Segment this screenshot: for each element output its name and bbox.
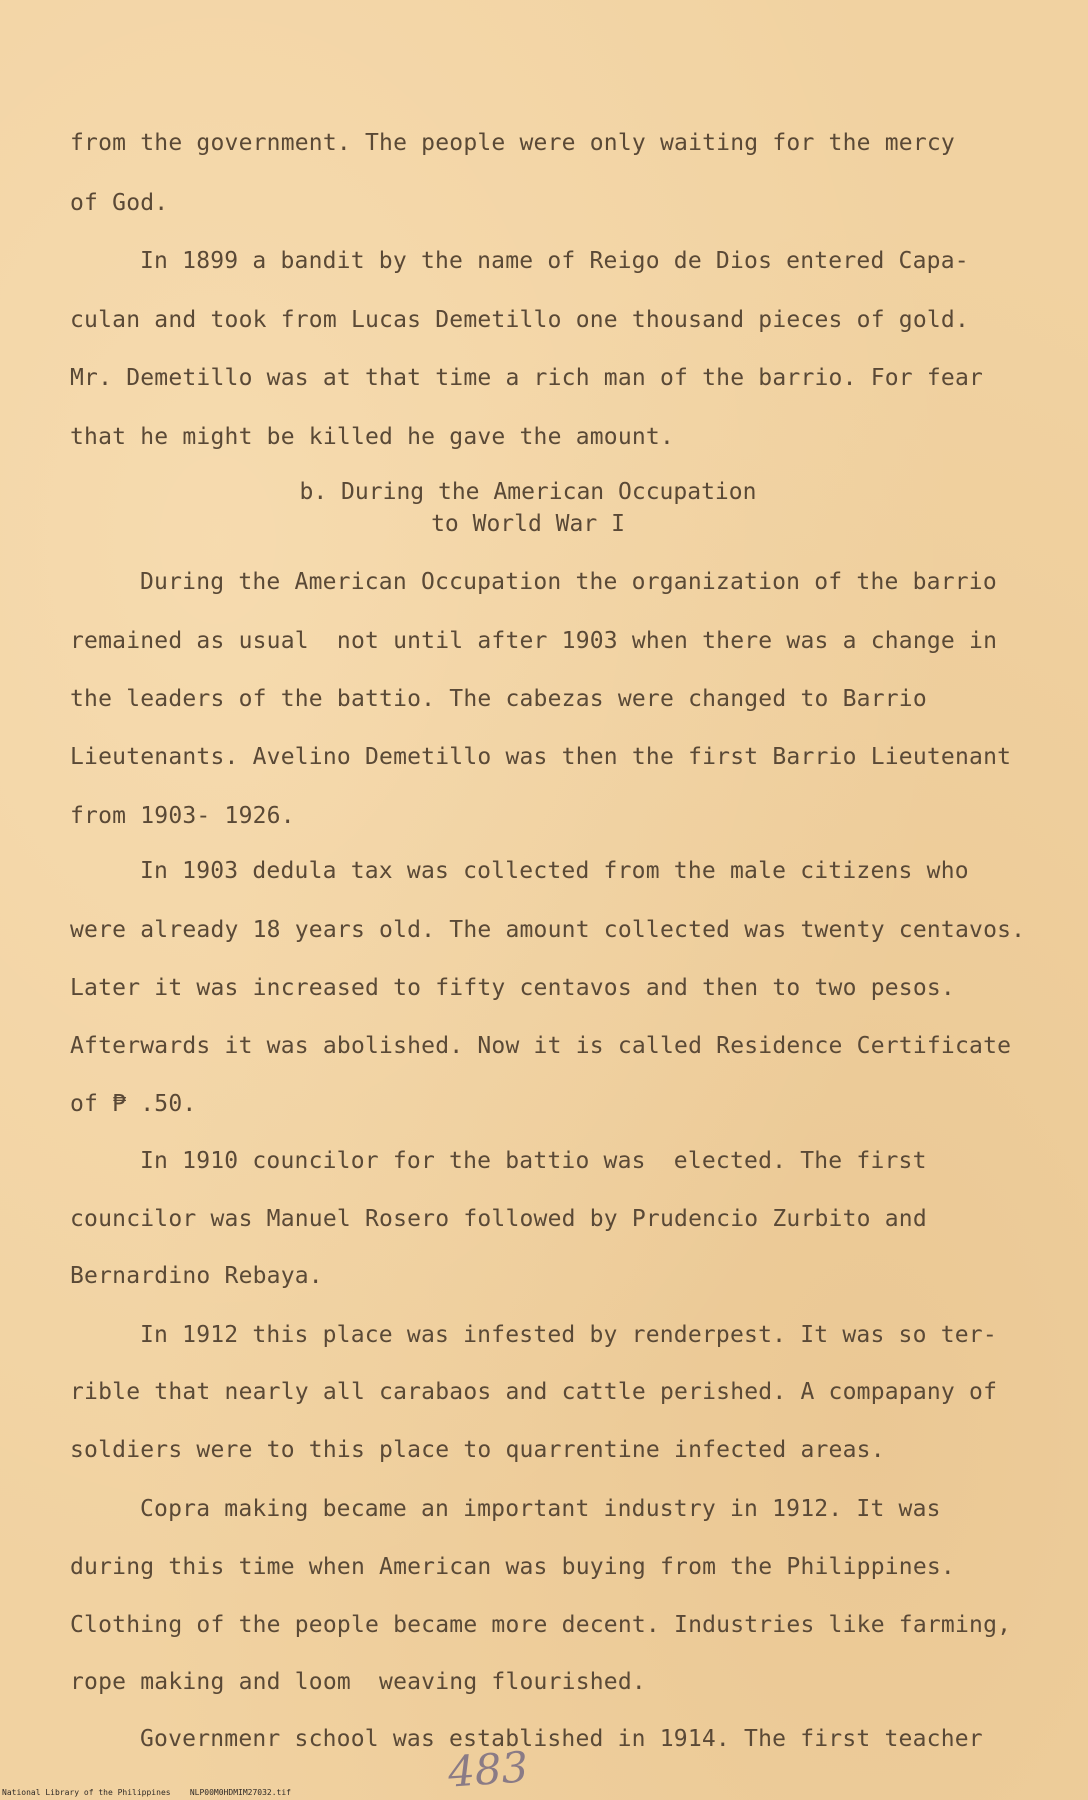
text-line: Clothing of the people became more decent. Industries like farming, [70, 1612, 1012, 1638]
text-line: of ₱ .50. [70, 1091, 197, 1117]
text-line: Copra making became an important industry in 1912. It was [140, 1496, 941, 1522]
text-line: Mr. Demetillo was at that time a rich man of the barrio. For fear [70, 365, 984, 391]
section-heading: to World War I [431, 511, 625, 537]
text-line: the leaders of the battio. The cabezas were changed to Barrio [70, 686, 927, 712]
text-line: In 1910 councilor for the battio was elected. The first [140, 1148, 927, 1174]
text-line: In 1899 a bandit by the name of Reigo de Dios entered Capa- [140, 248, 969, 274]
text-line: councilor was Manuel Rosero followed by Prudencio Zurbito and [70, 1206, 927, 1232]
text-line: that he might be killed he gave the amount. [70, 424, 675, 450]
text-line: Lieutenants. Avelino Demetillo was then the first Barrio Lieutenant [70, 744, 1012, 770]
text-line: In 1903 dedula tax was collected from the male citizens who [140, 858, 969, 884]
text-line: Governmenr school was established in 1914. The first teacher [140, 1726, 983, 1752]
text-line: from 1903- 1926. [70, 803, 295, 829]
text-line: remained as usual not until after 1903 when there was a change in [70, 628, 998, 654]
text-line: of God. [70, 190, 169, 216]
text-line: During the American Occupation the organization of the barrio [140, 569, 997, 595]
text-line: Afterwards it was abolished. Now it is called Residence Certificate [70, 1033, 1012, 1059]
text-line: In 1912 this place was infested by renderpest. It was so ter- [140, 1322, 997, 1348]
text-line: Bernardino Rebaya. [70, 1263, 323, 1289]
text-line: during this time when American was buying from the Philippines. [70, 1554, 955, 1580]
text-line: Later it was increased to fifty centavos and then to two pesos. [70, 975, 955, 1001]
archive-footer: National Library of the Philippines NLP00M0HDMIM27032.tif [2, 1788, 291, 1797]
text-line: rible that nearly all carabaos and cattle perished. A compapany of [70, 1379, 998, 1405]
text-line: rope making and loom weaving flourished. [70, 1669, 646, 1695]
text-line: from the government. The people were only waiting for the mercy [70, 130, 955, 156]
text-line: soldiers were to this place to quarrentine infected areas. [70, 1437, 885, 1463]
text-line: culan and took from Lucas Demetillo one thousand pieces of gold. [70, 307, 970, 333]
text-line: were already 18 years old. The amount collected was twenty centavos. [70, 917, 1026, 943]
section-heading: b. During the American Occupation [299, 479, 757, 505]
page-number: 483 [446, 1742, 530, 1797]
